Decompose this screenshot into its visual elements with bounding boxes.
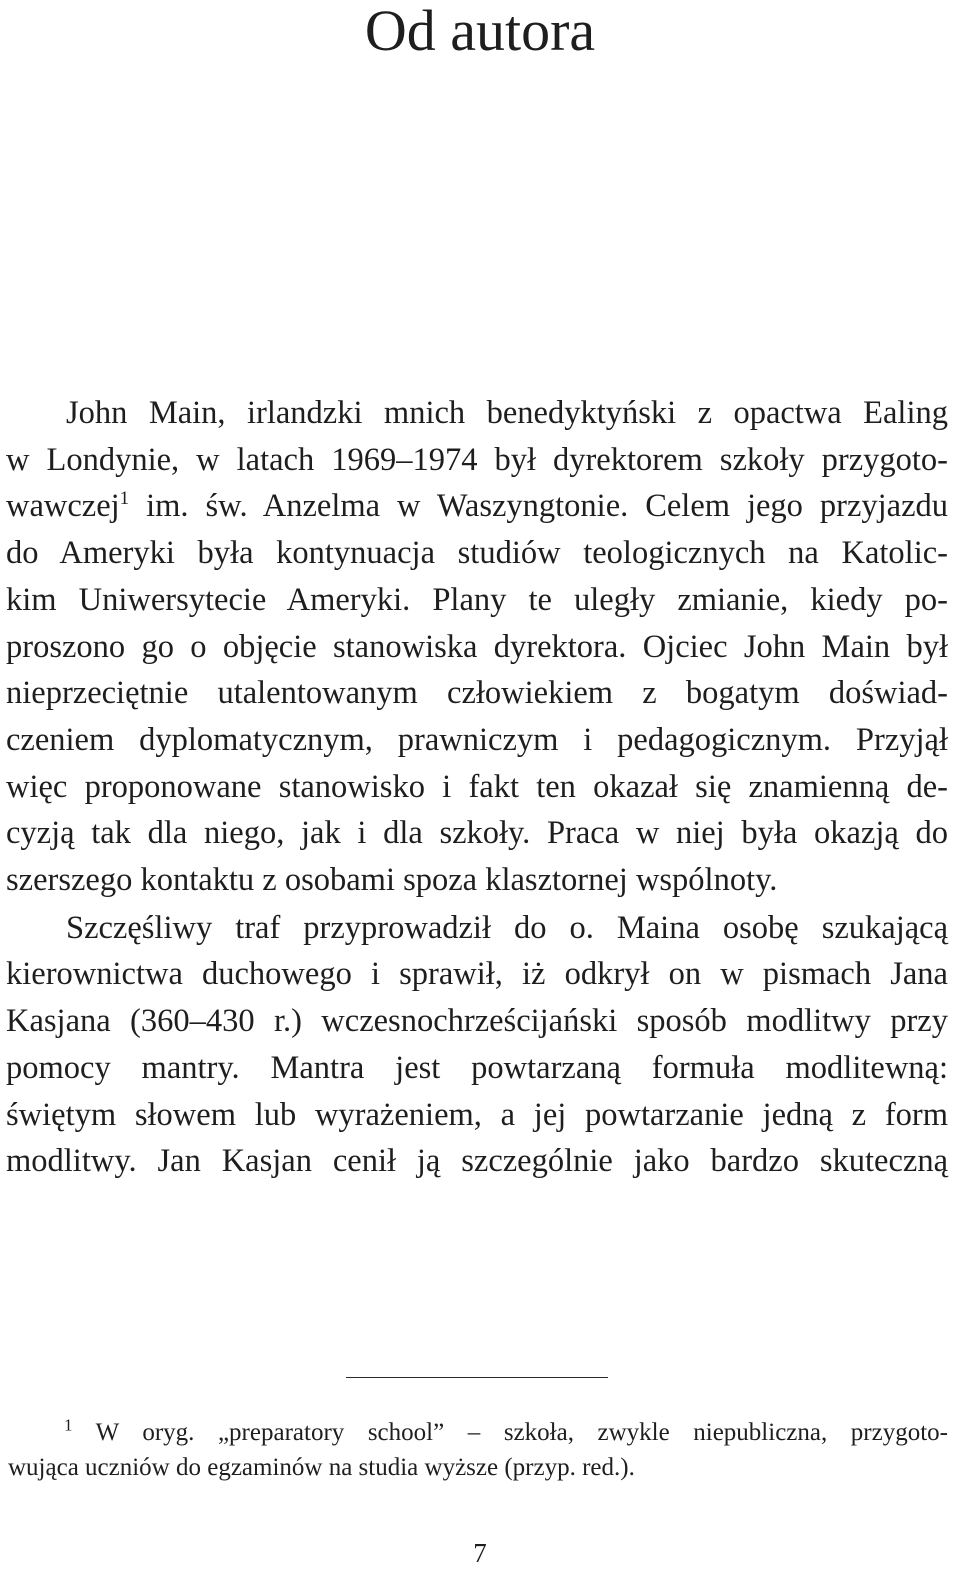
paragraph-2-line-2: kierownictwa duchowego i sprawił, iż odkrył on w pismach Jana (6, 956, 948, 992)
page-number: 7 (473, 1538, 487, 1568)
paragraph-1-line-7: nieprzeciętnie utalentowanym człowiekiem z bogatym doświad- (6, 675, 948, 711)
paragraph-1-line-1: John Main, irlandzki mnich benedyktyński z opactwa Ealing (66, 395, 948, 431)
paragraph-1-line-9: więc proponowane stanowisko i fakt ten okazał się znamienną de- (6, 769, 948, 805)
paragraph-2-line-6: modlitwy. Jan Kasjan cenił ją szczególnie jako bardzo skuteczną (6, 1143, 948, 1179)
paragraph-1-line-5: kim Uniwersytecie Ameryki. Plany te uległy zmianie, kiedy po- (6, 582, 948, 618)
chapter-title: Od autora (364, 0, 596, 63)
paragraph-2-line-4: pomocy mantry. Mantra jest powtarzaną formuła modlitewną: (6, 1050, 948, 1086)
paragraph-1-line-11: szerszego kontaktu z osobami spoza klasztornej wspólnoty. (6, 862, 778, 898)
paragraph-2-line-3: Kasjana (360–430 r.) wczesnochrześcijański sposób modlitwy przy (6, 1003, 948, 1039)
line-end: im. św. Anzelma w Waszyngtonie. Celem jego przyjazdu (129, 488, 948, 524)
paragraph-2-line-1: Szczęśliwy traf przyprowadził do o. Maina osobę szukającą (66, 910, 948, 946)
footnote-separator (346, 1377, 608, 1378)
footnote-line-1 (64, 1417, 948, 1449)
footnote-marker: 1 (64, 1415, 73, 1435)
paragraph-1-line-8: czeniem dyplomatycznym, prawniczym i pedagogicznym. Przyjął (6, 722, 948, 758)
paragraph-1-line-10: cyzją tak dla niego, jak i dla szkoły. Praca w niej była okazją do (6, 815, 948, 851)
paragraph-1-line-6: proszono go o objęcie stanowiska dyrektora. Ojciec John Main był (6, 629, 948, 665)
line-start: wawczej (6, 488, 120, 524)
footnote-text: W oryg. „preparatory school” – szkoła, zwykle niepubliczna, przygoto- (72, 1419, 948, 1446)
paragraph-2-line-5: świętym słowem lub wyrażeniem, a jej powtarzanie jedną z form (6, 1097, 948, 1133)
footnote-reference: 1 (119, 488, 130, 510)
paragraph-1-line-3 (6, 486, 948, 526)
paragraph-1-line-4: do Ameryki była kontynuacja studiów teologicznych na Katolic- (6, 535, 948, 571)
footnote-line-2: wująca uczniów do egzaminów na studia wyższe (przyp. red.). (8, 1454, 635, 1481)
paragraph-1-line-2: w Londynie, w latach 1969–1974 był dyrektorem szkoły przygoto- (6, 442, 948, 478)
